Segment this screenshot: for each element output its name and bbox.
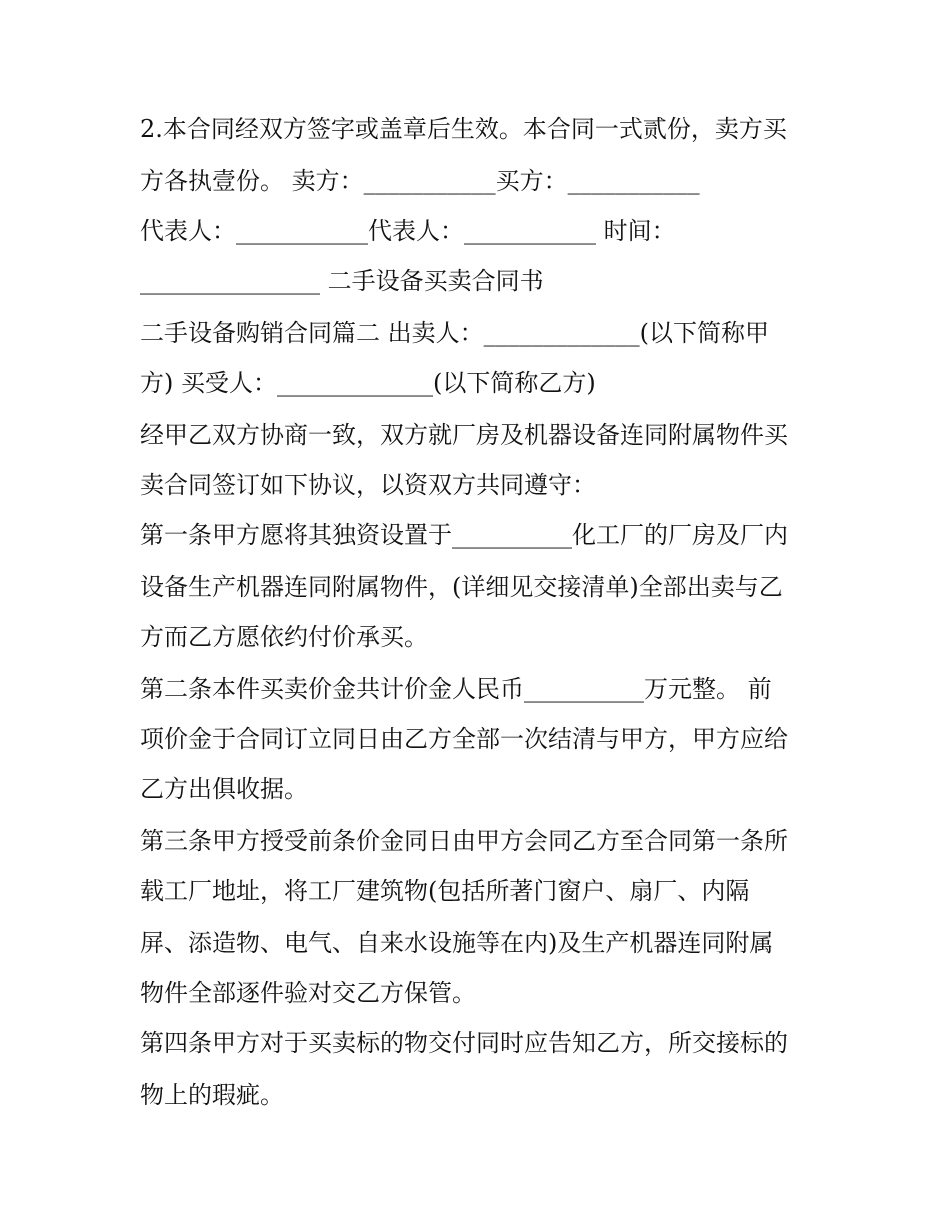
text-line: 经甲乙双方协商一致，双方就厂房及机器设备连同附属物件买 xyxy=(140,421,788,449)
text-line: 2.本合同经双方签字或盖章后生效。本合同一式贰份，卖方买 xyxy=(140,115,787,143)
text-line: 项价金于合同订立同日由乙方全部一次结清与甲方，甲方应给 xyxy=(140,725,788,753)
text-line: 代表人：___________代表人：___________ 时间： xyxy=(140,217,676,245)
text-line: 二手设备购销合同篇二 出卖人：_____________(以下简称甲 xyxy=(140,319,769,347)
text-line: 物件全部逐件验对交乙方保管。 xyxy=(140,979,476,1007)
text-line: 卖合同签订如下协议，以资双方共同遵守： xyxy=(140,471,596,499)
text-line: 方各执壹份。 卖方：___________买方：___________ xyxy=(140,167,700,195)
text-line: 第二条本件买卖价金共计价金人民币__________万元整。 前 xyxy=(140,675,772,703)
text-line: 设备生产机器连同附属物件，(详细见交接清单)全部出卖与乙 xyxy=(140,573,783,601)
text-line: 第三条甲方授受前条价金同日由甲方会同乙方至合同第一条所 xyxy=(140,827,788,855)
text-line: _______________ 二手设备买卖合同书 xyxy=(140,267,544,295)
text-line: 方而乙方愿依约付价承买。 xyxy=(140,623,428,651)
text-line: 第一条甲方愿将其独资设置于__________化工厂的厂房及厂内 xyxy=(140,521,788,549)
text-line: 乙方出俱收据。 xyxy=(140,775,308,803)
text-line: 第四条甲方对于买卖标的物交付同时应告知乙方，所交接标的 xyxy=(140,1029,788,1057)
text-line: 载工厂地址，将工厂建筑物(包括所著门窗户、扇厂、内隔 xyxy=(140,877,750,905)
text-line: 方) 买受人：_____________(以下简称乙方) xyxy=(140,369,596,397)
text-line: 物上的瑕疵。 xyxy=(140,1081,284,1109)
text-line: 屏、添造物、电气、自来水设施等在内)及生产机器连同附属 xyxy=(140,929,774,957)
